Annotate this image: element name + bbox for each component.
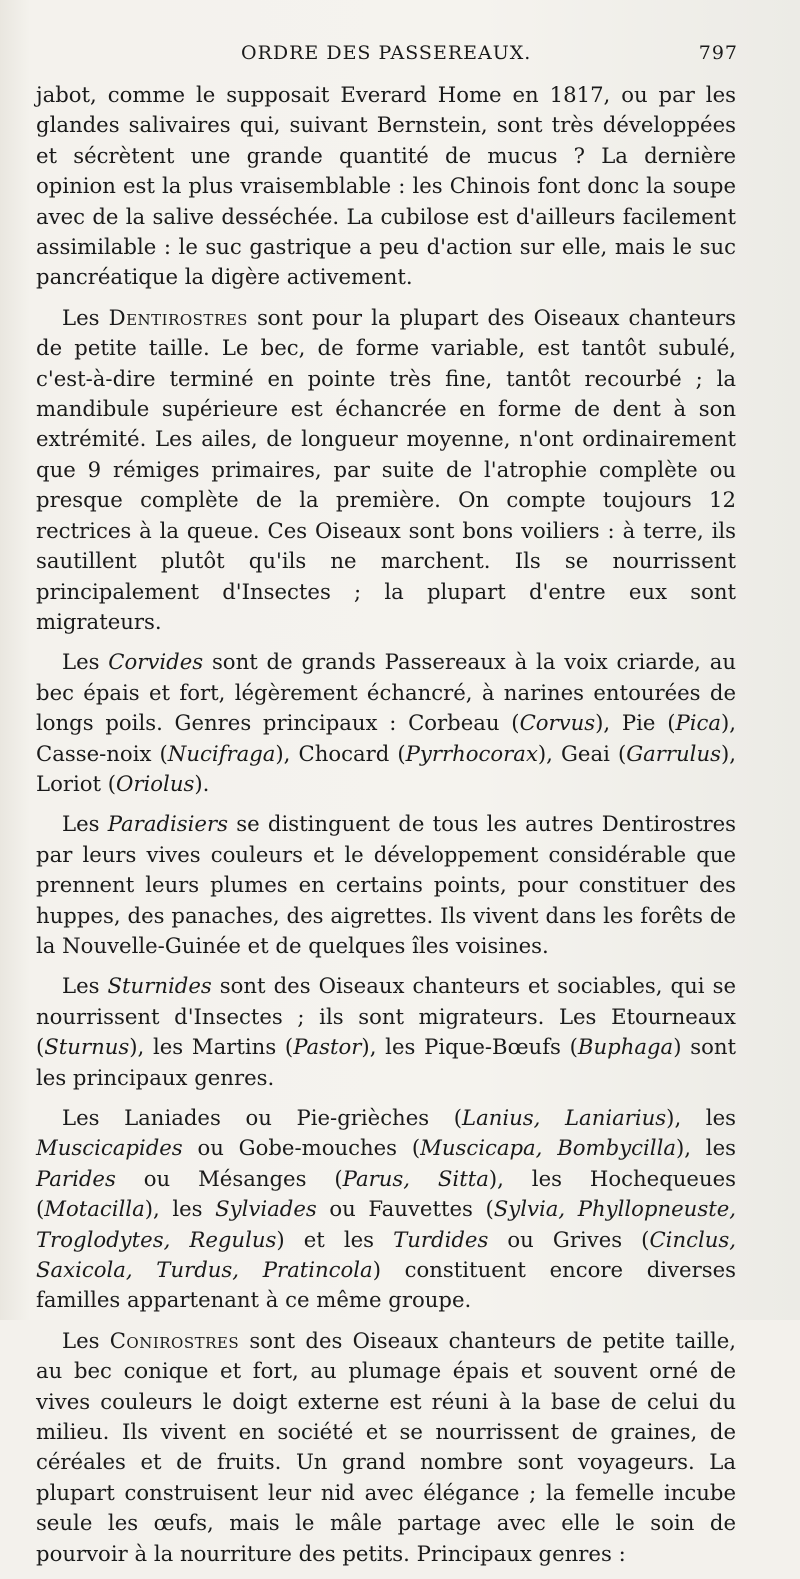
body-text [36, 80, 736, 1579]
italic-term: Muscicapa, Bombycilla [420, 1135, 676, 1161]
paragraph-body: sont pour la plupart des Oiseaux chanteurs de petite taille. Le bec, de forme variable, est tantôt subulé, c'est-à-dire terminé en pointe très fine, tantôt recourbé ; la mandibule supérieure est échancrée en forme de dent à son extrémité. Les ailes, de longueur moyenne, n'ont ordinairement que 9 rémiges primaires, par suite de l'atrophie complète ou presque complète de la première. On compte toujours 12 rectrices à la queue. Ces Oiseaux sont bons voiliers : à terre, ils sautillent plutôt qu'ils ne marchent. Ils se nourrissent principalement d'Insectes ; la plupart d'entre eux sont migrateurs. [36, 304, 736, 634]
text-run: ). [194, 770, 210, 796]
italic-term: Cinclus, Saxicola, Turdus, Pratincola [36, 1226, 736, 1283]
text-run: se distinguent de tous les autres Dentirostres par leurs vives couleurs et le développement considérable que prennent leurs plumes en certains points, pour constituer des huppes, des panaches, des aigrettes. Ils vivent dans les forêts de la Nouvelle-Guinée et de quelques îles voisines. [36, 811, 736, 958]
italic-term: Pastor [293, 1034, 362, 1060]
page-number: 797 [698, 42, 738, 64]
italic-term: Garrulus [626, 740, 721, 766]
italic-term: Turdides [393, 1226, 489, 1252]
running-title: ORDRE DES PASSEREAUX. [241, 42, 532, 64]
italic-term: Sylviades [215, 1196, 317, 1222]
paragraph-laniades [36, 1103, 736, 1316]
text-run: ), Chocard ( [275, 740, 406, 766]
text-run: sont de grands Passereaux à la voix criarde, au bec épais et fort, légèrement échancré, à narines entourées de longs poils. Genres principaux : Corbeau ( [36, 649, 736, 736]
italic-term: Parides [36, 1165, 116, 1191]
text-run: ), les Martins ( [129, 1034, 294, 1060]
text-run: ), Casse-noix ( [36, 710, 737, 766]
italic-term: Oriolus [116, 770, 195, 796]
paragraph-lead: Les [62, 1327, 110, 1353]
paragraph-paradisiers [36, 809, 736, 961]
italic-term: Corvides [108, 649, 204, 675]
text-run: ), les Pique-Bœufs ( [361, 1034, 578, 1060]
text-run: ) et les [276, 1226, 394, 1252]
text-run: ), Geai ( [537, 740, 627, 766]
paragraph-cubilose: jabot, comme le supposait Everard Home en 1817, ou par les glandes salivaires qui, suivant Bernstein, sont très développées et sécrètent une grande quantité de mucus ? La dernière opinion est la plus vraisemblable : les Chinois font donc la soupe avec de la salive desséchée. La cubilose est d'ailleurs facilement assimilable : le suc gastrique a peu d'action sur elle, mais le suc pancréatique la digère activement. [36, 82, 736, 290]
paragraph-conirostres [36, 1326, 736, 1569]
text-run: ou Fauvettes ( [316, 1196, 494, 1222]
text-run: ), les [666, 1105, 736, 1130]
italic-term: Motacilla [44, 1196, 145, 1222]
group-name-dentirostres: Dentirostres [108, 304, 248, 330]
text-run: Les [62, 811, 108, 837]
paragraph-body: sont des Oiseaux chanteurs de petite taille, au bec conique et fort, au plumage épais et souvent orné de vives couleurs le doigt externe est réuni à la base de celui du milieu. Ils vivent en société et se nourrissent de graines, de céréales et de fruits. Un grand nombre sont voyageurs. La plupart construisent leur nid avec élégance ; la femelle incube seule les œufs, mais le mâle partage avec elle le soin de pourvoir à la nourriture des petits. Principaux genres : [36, 1327, 736, 1566]
text-run: ou Grives ( [488, 1226, 650, 1252]
text-run: ), les [144, 1196, 216, 1222]
running-header [36, 42, 738, 72]
text-run: ), Pie ( [595, 710, 676, 736]
italic-term: Pyrrhocorax [405, 740, 538, 766]
italic-term: Sylvia, Phyllopneuste, Troglodytes, Regulus [36, 1196, 736, 1252]
italic-term: Muscicapides [36, 1135, 183, 1161]
text-run: Les Laniades ou Pie-grièches ( [62, 1105, 462, 1130]
text-run: ou Mésanges ( [115, 1165, 343, 1191]
text-run: ou Gobe-mouches ( [182, 1135, 421, 1161]
text-run: Les [62, 973, 108, 999]
text-run: ) sont les principaux genres. [36, 1034, 736, 1090]
italic-term: Parus, Sitta [342, 1165, 489, 1191]
paragraph-corvides [36, 647, 736, 799]
paragraph-sturnides [36, 971, 736, 1093]
paragraph-lead: Les [62, 304, 109, 330]
text-run: ), Loriot ( [36, 740, 736, 796]
italic-term: Paradisiers [107, 811, 228, 837]
italic-term: Lanius, Laniarius [462, 1105, 667, 1130]
group-name-conirostres: Conirostres [109, 1327, 240, 1353]
text-run: Les [62, 649, 109, 675]
italic-term: Buphaga [577, 1034, 674, 1060]
italic-term: Sturnus [44, 1034, 130, 1060]
italic-term: Nucifraga [167, 740, 276, 766]
text-run: ), les [676, 1135, 736, 1161]
paragraph-dentirostres [36, 303, 736, 637]
italic-term: Pica [675, 710, 721, 736]
text-run: sont des Oiseaux chanteurs et sociables, qui se nourrissent d'Insectes ; ils sont migrateurs. Les Etourneaux ( [36, 973, 736, 1060]
italic-term: Corvus [519, 710, 596, 736]
text-run: ) constituent encore diverses familles appartenant à ce même groupe. [36, 1257, 736, 1313]
text-run: ), les Hochequeues ( [36, 1165, 736, 1222]
italic-term: Sturnides [107, 973, 212, 999]
